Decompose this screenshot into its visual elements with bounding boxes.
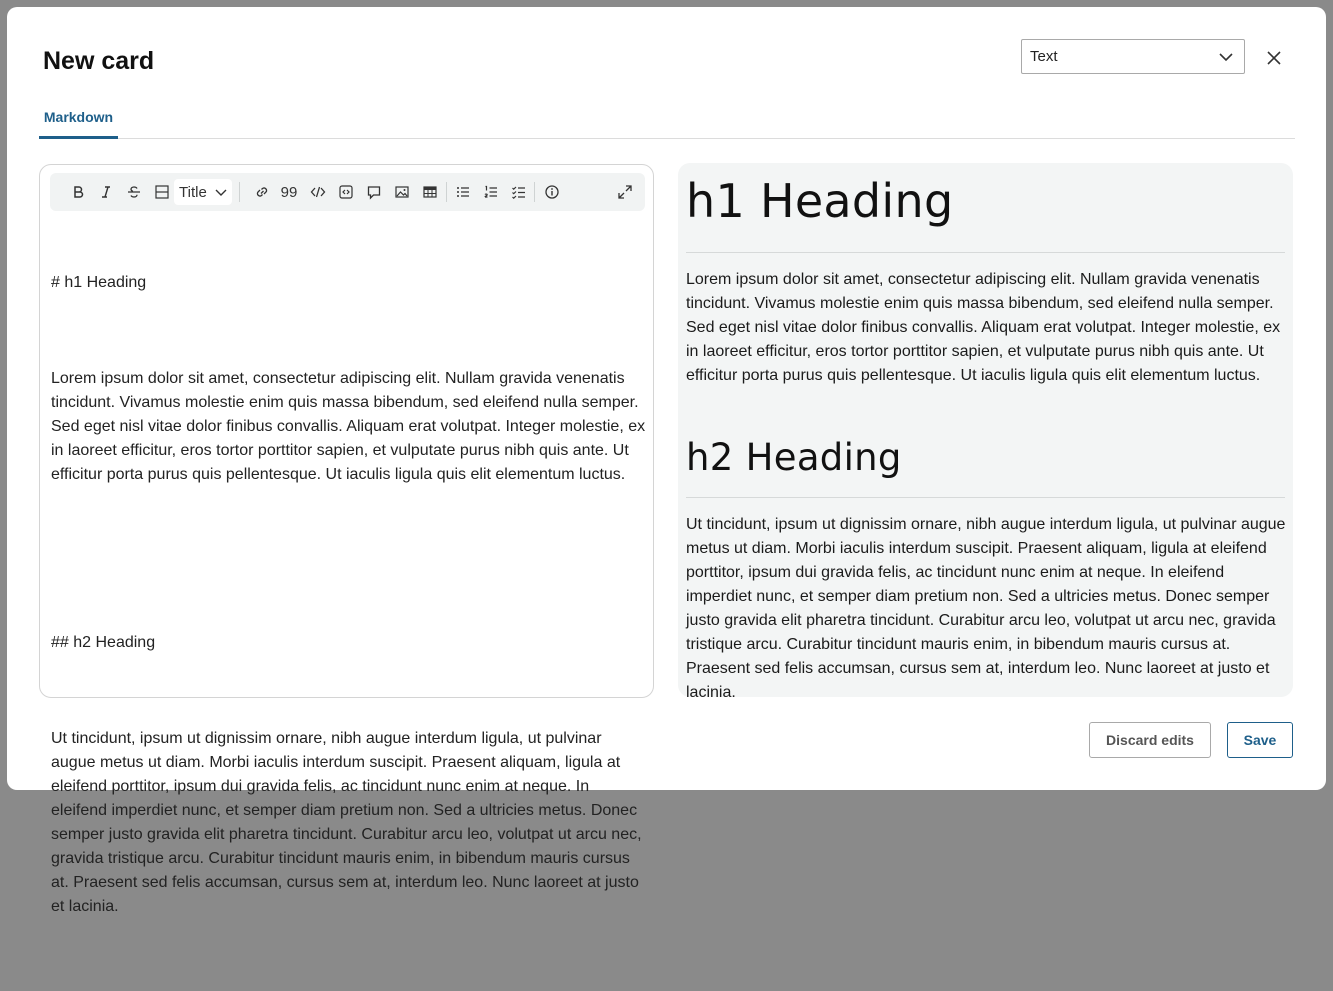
markdown-line: ## h2 Heading [51,634,156,651]
markdown-paragraph: Lorem ipsum dolor sit amet, consectetur adipiscing elit. Nullam gravida venenatis tincidunt. Vivamus molestie enim quis massa bibendum, sed eleifend nulla semper. Sed eget nisl vitae dolor finibus convallis. Aliquam erat volutpat. Integer molestie, ex in laoreet efficitur, eros tortor porttitor sapien, et vulputate purus nibh quis ante. Ut efficitur porta purus quis pellentesque. Ut iaculis ligula quis elit elementum luctus. [51,370,650,483]
tab-bar [39,106,1295,139]
card-type-value: Text [1030,48,1058,65]
close-icon [1267,51,1281,65]
card-type-select[interactable] [1021,39,1245,74]
preview-divider [686,252,1285,253]
preview-h1: h1 Heading [686,174,954,228]
link-button[interactable] [252,182,272,202]
numbered-list-icon [483,184,499,200]
horizontal-rule-icon [154,184,170,200]
italic-icon [98,184,114,200]
chevron-down-icon [215,186,227,198]
toolbar-divider [239,182,240,202]
comment-button[interactable] [364,182,384,202]
discard-edits-button[interactable]: Discard edits [1089,722,1211,758]
bullet-list-icon [455,184,471,200]
comment-icon [366,184,382,200]
heading-dropdown-label: Title [179,183,207,201]
quote-icon: 99 [280,183,298,201]
bold-button[interactable] [68,182,88,202]
markdown-paragraph: Ut tincidunt, ipsum ut dignissim ornare, nibh augue interdum ligula, ut pulvinar augue metus ut diam. Morbi iaculis interdum suscipit. Praesent aliquam, ligula at eleifend porttitor, ipsum dui gravida felis, ac tincidunt nunc enim at neque. In eleifend imperdiet nunc, et semper diam pretium non. Sed a ultricies metus. Donec semper justo gravida elit pharetra tincidunt. Curabitur arcu leo, volutpat ut arcu nec, gravida tristique arcu. Curabitur tincidunt mauris enim, in bibendum mauris cursus at. Praesent sed felis accumsan, cursus sem at, interdum leo. Nunc laoreet at justo et lacinia. [51,730,646,915]
quote-button[interactable] [278,182,300,202]
blank-lines [51,559,647,607]
link-icon [254,184,270,200]
save-button[interactable]: Save [1227,722,1293,758]
strikethrough-icon [126,184,142,200]
checklist-icon [511,184,527,200]
new-card-dialog [7,7,1326,915]
image-icon [394,184,410,200]
preview-paragraph: Ut tincidunt, ipsum ut dignissim ornare, nibh augue interdum ligula, ut pulvinar augue metus ut diam. Morbi iaculis interdum suscipit. Praesent aliquam, ligula at eleifend porttitor, ipsum dui gravida felis, ac tincidunt nunc enim at neque. In eleifend imperdiet nunc, et semper diam pretium non. Sed a ultricies metus. Donec semper justo gravida elit pharetra tincidunt. Curabitur arcu leo, volutpat ut arcu nec, gravida tristique arcu. Curabitur tincidunt mauris enim, in bibendum mauris cursus at. Praesent sed felis accumsan, cursus sem at, interdum leo. Nunc laoreet at justo et lacinia. [686,516,1286,701]
bold-icon [70,184,86,200]
close-button[interactable] [1263,47,1285,69]
image-button[interactable] [392,182,412,202]
info-icon [544,184,560,200]
expand-button[interactable] [615,182,635,202]
markdown-source[interactable] [51,223,650,991]
markdown-line: # h1 Heading [51,274,147,291]
toolbar-divider [534,182,535,202]
preview-divider [686,497,1285,498]
heading-dropdown[interactable] [174,179,232,205]
markdown-editor[interactable] [39,164,654,915]
horizontal-rule-button[interactable] [152,182,172,202]
code-button[interactable] [308,182,328,202]
code-icon [310,184,326,200]
preview-h2: h2 Heading [686,436,902,479]
toolbar-divider [446,182,447,202]
numbered-list-button[interactable] [481,182,501,202]
table-button[interactable] [420,182,440,202]
bullet-list-button[interactable] [453,182,473,202]
table-icon [422,184,438,200]
dialog-title: New card [43,47,155,75]
markdown-preview [678,163,1293,701]
chevron-down-icon [1218,49,1234,65]
tab-markdown[interactable]: Markdown [39,106,118,139]
preview-paragraph: Lorem ipsum dolor sit amet, consectetur adipiscing elit. Nullam gravida venenatis tincidunt. Vivamus molestie enim quis massa bibendum, sed eleifend nulla semper. Sed eget nisl vitae dolor finibus convallis. Aliquam erat volutpat. Integer molestie, ex in laoreet efficitur, eros tortor porttitor sapien, et vulputate purus nibh quis ante. Ut efficitur porta purus quis pellentesque. Ut iaculis ligula quis elit elementum luctus. [686,271,1281,384]
code-block-icon [338,184,354,200]
code-block-button[interactable] [336,182,356,202]
strikethrough-button[interactable] [124,182,144,202]
info-button[interactable] [542,182,562,202]
checklist-button[interactable] [509,182,529,202]
expand-icon [617,184,633,200]
italic-button[interactable] [96,182,116,202]
editor-toolbar [50,173,645,211]
